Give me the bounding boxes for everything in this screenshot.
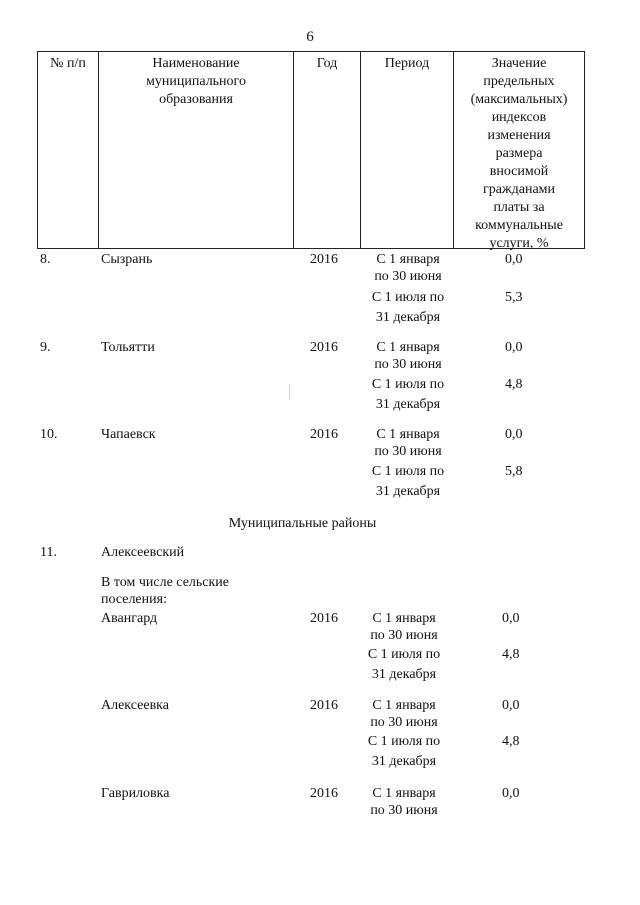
- header-top-border: [37, 51, 585, 52]
- settlement-value-second: 4,8: [502, 647, 520, 662]
- row-period-second: С 1 июля по 31 декабря: [371, 464, 445, 499]
- row-period-first: С 1 января по 30 июня: [374, 252, 442, 284]
- settlement-period-first: С 1 января по 30 июня: [370, 611, 438, 643]
- row-value-second: 5,8: [505, 464, 523, 479]
- settlement-period-second: С 1 июля по 31 декабря: [367, 647, 441, 682]
- column-divider: [360, 51, 361, 249]
- section-title: Муниципальные районы: [228, 516, 377, 531]
- row-period-first: С 1 января по 30 июня: [374, 427, 442, 459]
- row-year: 2016: [310, 252, 338, 267]
- row-name: Сызрань: [101, 252, 153, 267]
- settlement-value-first: 0,0: [502, 786, 520, 801]
- row-value-first: 0,0: [505, 252, 523, 267]
- settlement-name: Алексеевка: [101, 698, 169, 713]
- header-year: Год: [316, 56, 338, 71]
- settlement-year: 2016: [310, 698, 338, 713]
- settlement-period-first: С 1 января по 30 июня: [370, 786, 438, 818]
- column-divider: [584, 51, 585, 249]
- row-number: 9.: [40, 340, 51, 355]
- column-divider: [37, 51, 38, 249]
- header-number: № п/п: [50, 56, 86, 71]
- header-name: Наименование муниципального образования: [146, 56, 246, 107]
- row-value-first: 0,0: [505, 340, 523, 355]
- settlement-year: 2016: [310, 611, 338, 626]
- row-value-second: 4,8: [505, 377, 523, 392]
- settlement-name: Гавриловка: [101, 786, 170, 801]
- district-name: Алексеевский: [101, 545, 185, 560]
- row-period-second: С 1 июля по 31 декабря: [371, 290, 445, 325]
- row-number: 10.: [40, 427, 58, 442]
- settlement-period-first: С 1 января по 30 июня: [370, 698, 438, 730]
- settlement-value-first: 0,0: [502, 611, 520, 626]
- scan-artifact: [289, 385, 290, 399]
- row-name: Тольятти: [101, 340, 155, 355]
- row-year: 2016: [310, 427, 338, 442]
- header-period: Период: [384, 56, 430, 71]
- district-number: 11.: [40, 545, 57, 560]
- page-number: 6: [306, 29, 314, 45]
- column-divider: [293, 51, 294, 249]
- row-value-second: 5,3: [505, 290, 523, 305]
- row-value-first: 0,0: [505, 427, 523, 442]
- row-year: 2016: [310, 340, 338, 355]
- settlement-period-second: С 1 июля по 31 декабря: [367, 734, 441, 769]
- settlement-name: Авангард: [101, 611, 158, 626]
- header-value: Значение предельных (максимальных) индексов изменения размера вносимой гражданами платы за коммунальные услуги, %: [470, 56, 568, 251]
- settlement-value-first: 0,0: [502, 698, 520, 713]
- row-period-first: С 1 января по 30 июня: [374, 340, 442, 372]
- row-number: 8.: [40, 252, 51, 267]
- row-period-second: С 1 июля по 31 декабря: [371, 377, 445, 412]
- district-subtitle: В том числе сельские поселения:: [101, 575, 230, 607]
- settlement-year: 2016: [310, 786, 338, 801]
- settlement-value-second: 4,8: [502, 734, 520, 749]
- row-name: Чапаевск: [101, 427, 156, 442]
